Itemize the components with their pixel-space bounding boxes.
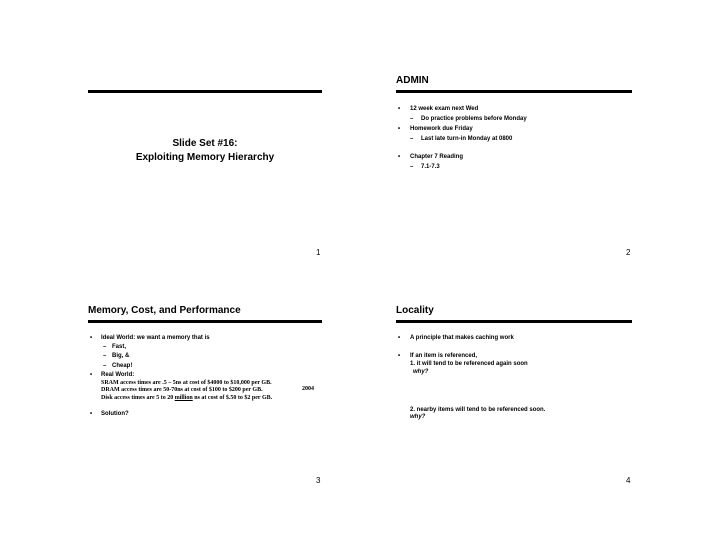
slide4-bullet-2-marker: • bbox=[398, 353, 401, 359]
slide3-sub-1: Fast, bbox=[112, 344, 127, 350]
slide2-item-1-text: 12 week exam next Wed bbox=[410, 106, 479, 112]
slide4-title: Locality bbox=[396, 305, 434, 316]
slide2-item-5-text: Chapter 7 Reading bbox=[410, 154, 464, 160]
slide1-title bbox=[80, 137, 330, 165]
slide3-bullet-1-marker: • bbox=[90, 335, 93, 341]
slide2-item-3: • bbox=[398, 126, 401, 132]
slide3-disk-underline: million bbox=[174, 395, 193, 401]
slide3-bullet-2: Real World: bbox=[101, 372, 135, 378]
slide2-item-2: – bbox=[410, 116, 414, 122]
slide4-why-1: why? bbox=[413, 369, 429, 375]
slide2-item-5: • bbox=[398, 154, 401, 160]
slide4-line-1: 1. it will tend to be referenced again soon bbox=[410, 361, 528, 367]
slide2-item-4-text: Last late turn-in Monday at 0800 bbox=[421, 136, 513, 142]
slide3-bullet-1: Ideal World: we want a memory that is bbox=[101, 335, 210, 341]
slide2-title: ADMIN bbox=[396, 75, 429, 86]
slide3-sub-3: Cheap! bbox=[112, 363, 133, 369]
slide2-page-number: 2 bbox=[626, 248, 631, 257]
slide4-bullet-1-marker: • bbox=[398, 335, 401, 341]
slide3-sub-2-marker: – bbox=[103, 353, 107, 359]
slide3-sub-3-marker: – bbox=[103, 363, 107, 369]
slide4-bullet-1: A principle that makes caching work bbox=[410, 335, 514, 341]
slide3-sub-2: Big, & bbox=[112, 353, 130, 359]
slide1-title-line2: Exploiting Memory Hierarchy bbox=[135, 152, 275, 163]
slide3-sub-1-marker: – bbox=[103, 344, 107, 350]
slide4-title-rule bbox=[396, 320, 632, 323]
slide3-bullet-2-marker: • bbox=[90, 372, 93, 378]
slide4-line-2: 2. nearby items will tend to be referenced soon. bbox=[410, 407, 546, 413]
slide3-sram-line: SRAM access times are .5 – 5ns at cost of $4000 to $10,000 per GB. bbox=[101, 380, 272, 386]
slide2-item-4: – bbox=[410, 136, 414, 142]
slide4-page-number: 4 bbox=[626, 476, 631, 485]
slide2-item-6: – bbox=[410, 164, 414, 170]
slide4-bullet-2: If an item is referenced, bbox=[410, 353, 478, 359]
slide2-item-1: • bbox=[398, 106, 401, 112]
slide4-why-2: why? bbox=[410, 414, 426, 420]
slide2-item-3-text: Homework due Friday bbox=[410, 126, 473, 132]
slide3-disk-line: Disk access times are 5 to 20 million ns at cost of $.50 to $2 per GB. bbox=[101, 395, 273, 401]
slide3-bullet-3-marker: • bbox=[90, 411, 93, 417]
slide2-item-2-text: Do practice problems before Monday bbox=[421, 116, 527, 122]
slide3-title-rule bbox=[88, 320, 322, 323]
slide3-dram-line: DRAM access times are 50-70ns at cost of $100 to $200 per GB. bbox=[101, 387, 263, 393]
slide1-title-rule bbox=[88, 90, 322, 93]
slide1-title-line1: Slide Set #16: bbox=[172, 138, 238, 149]
slide3-page-number: 3 bbox=[316, 476, 321, 485]
slide3-title: Memory, Cost, and Performance bbox=[88, 305, 241, 316]
slide1-page-number: 1 bbox=[316, 248, 321, 257]
slide3-bullet-3: Solution? bbox=[101, 411, 129, 417]
slide2-item-6-text: 7.1-7.3 bbox=[421, 164, 440, 170]
slide2-title-rule bbox=[396, 90, 632, 93]
slide3-year: 2004 bbox=[302, 386, 314, 392]
